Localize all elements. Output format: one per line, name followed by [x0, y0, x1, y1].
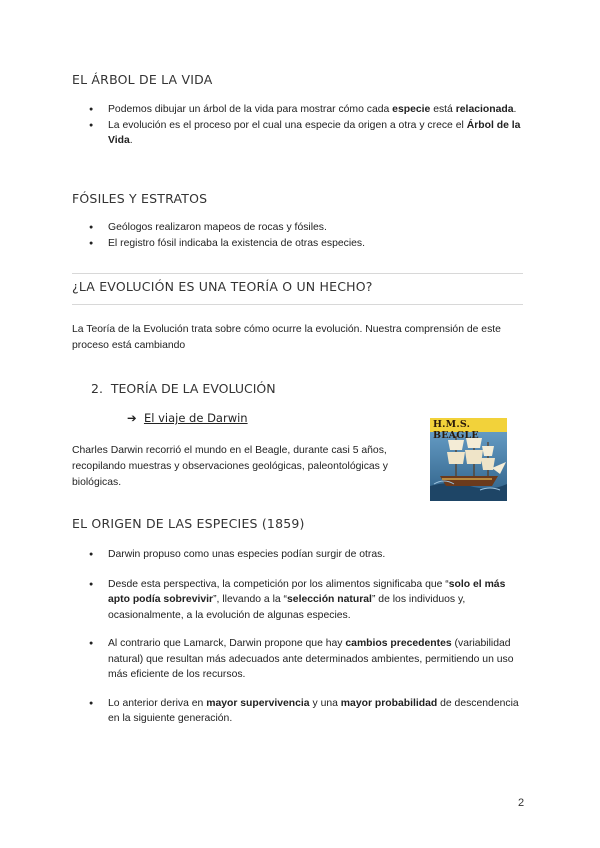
list-origen	[72, 547, 528, 727]
paragraph-teoria: La Teoría de la Evolución trata sobre cómo ocurre la evolución. Nuestra comprensión de este proceso está cambiando	[72, 324, 501, 351]
beagle-ship-image	[430, 418, 507, 501]
heading-teoria-o-hecho: ¿LA EVOLUCIÓN ES UNA TEORÍA O UN HECHO?	[72, 279, 373, 294]
heading-origen-especies: EL ORIGEN DE LAS ESPECIES (1859)	[72, 516, 305, 531]
paragraph-darwin: Charles Darwin recorrió el mundo en el Beagle, durante casi 5 años, recopilando muestras y observaciones geológicas, paleontológicas y biológicas.	[72, 445, 388, 488]
divider-top	[72, 273, 523, 274]
heading-arbol-de-la-vida: EL ÁRBOL DE LA VIDA	[72, 72, 213, 87]
list-fosiles	[72, 220, 528, 251]
heading-fosiles: FÓSILES Y ESTRATOS	[72, 191, 208, 206]
list-arbol	[72, 102, 528, 149]
list-origen-1	[72, 547, 528, 563]
heading-teoria-evolucion: TEORÍA DE LA EVOLUCIÓN	[110, 381, 276, 396]
page-number: 2	[518, 797, 525, 809]
link-viaje-darwin[interactable]: El viaje de Darwin	[143, 411, 248, 425]
list-origen-2	[72, 577, 528, 624]
list-item: ● El registro fósil indicaba la existencia de otras especies.	[72, 236, 528, 252]
list-item: ● Lo anterior deriva en mayor supervivencia y una mayor probabilidad de descendencia en la siguiente generación.	[72, 696, 528, 727]
list-item: ● La evolución es el proceso por el cual una especie da origen a otra y crece el Árbol de la Vida.	[72, 118, 528, 149]
divider-bottom	[72, 304, 523, 305]
list-item: ● Darwin propuso como unas especies podían surgir de otras.	[72, 547, 528, 563]
list-item: ● Desde esta perspectiva, la competición por los alimentos significaba que “solo el más apto podía sobrevivir”, llevando a la “selección natural” de los individuos y, ocasionalmente, a la evolución de algunas especies.	[72, 577, 528, 624]
numbered-heading	[91, 381, 276, 396]
list-origen-3	[72, 636, 528, 683]
list-item: ● Podemos dibujar un árbol de la vida para mostrar cómo cada especie está relacionada.	[72, 102, 528, 118]
subheading	[127, 411, 248, 425]
image-caption: H.M.S. BEAGLE	[433, 419, 479, 441]
list-item: ● Al contrario que Lamarck, Darwin propone que hay cambios precedentes (variabilidad natural) que resultan más adecuados ante determinados ambientes, permitiendo un uso más eficiente de los recursos.	[72, 636, 528, 683]
list-origen-4	[72, 696, 528, 727]
list-item: ● Geólogos realizaron mapeos de rocas y fósiles.	[72, 220, 528, 236]
arrow-icon: ➔	[127, 411, 137, 425]
heading-number: 2.	[91, 381, 103, 396]
